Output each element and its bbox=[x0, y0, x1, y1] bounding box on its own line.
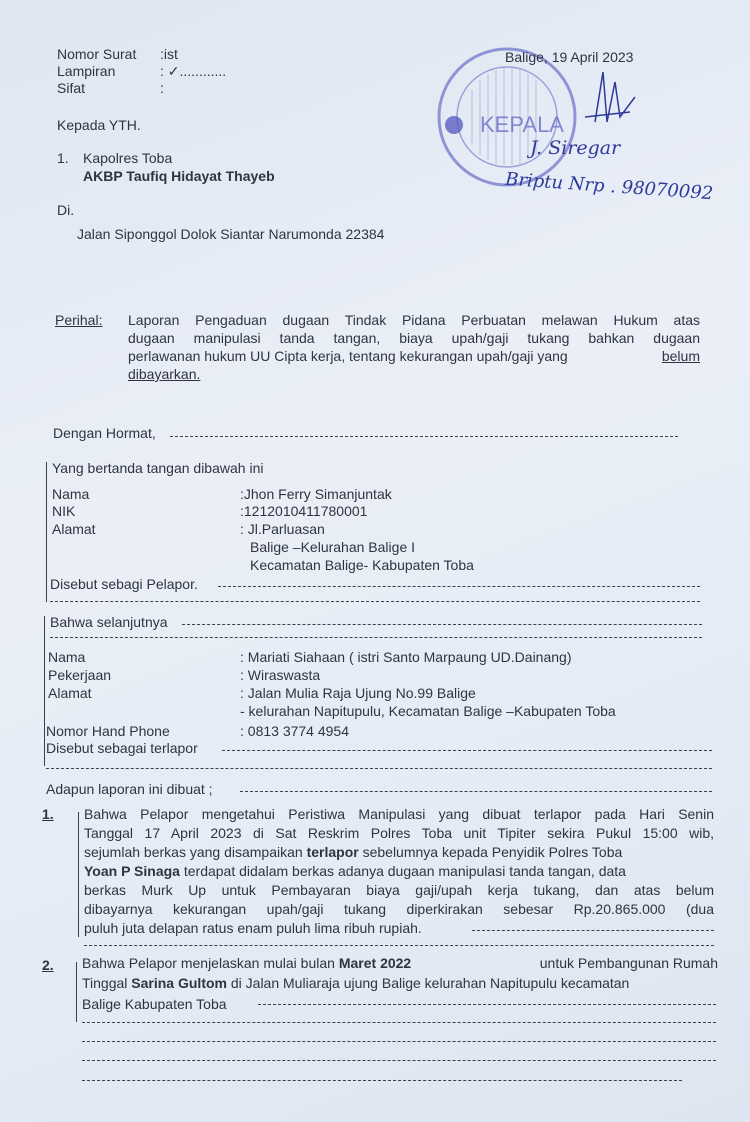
pelapor-label: NIK bbox=[52, 503, 76, 519]
terlapor-label: Alamat bbox=[48, 685, 92, 701]
pelapor-address-extra: Balige –Kelurahan Balige I bbox=[250, 539, 416, 555]
pelapor-intro: Yang bertanda tangan dibawah ini bbox=[52, 460, 264, 476]
dashed-line bbox=[46, 768, 712, 769]
text: untuk Pembangunan Rumah bbox=[539, 955, 718, 971]
dashed-line bbox=[82, 1080, 682, 1081]
perihal-line: Laporan Pengaduan dugaan Tindak Pidana Perbuatan melawan Hukum atas bbox=[128, 312, 700, 328]
greeting: Dengan Hormat, bbox=[53, 425, 156, 441]
item-line bbox=[84, 863, 714, 880]
item-number: 2. bbox=[42, 957, 54, 973]
margin-line bbox=[44, 616, 45, 766]
recipient-number: 1. bbox=[57, 150, 69, 166]
bold-text: Sarina Gultom bbox=[131, 975, 227, 991]
dashed-line bbox=[170, 436, 678, 437]
signature bbox=[575, 62, 645, 142]
dashed-line bbox=[258, 1004, 716, 1005]
kepada-yth: Kepada YTH. bbox=[57, 117, 141, 133]
pelapor-closing: Disebut sebagi Pelapor. bbox=[50, 576, 198, 592]
item-line: Tanggal 17 April 2023 di Sat Reskrim Polres Toba unit Tipiter sekira Pukul 15:00 wib, bbox=[84, 825, 714, 841]
lampiran-label: Lampiran bbox=[57, 63, 116, 79]
nomor-surat-value: :ist bbox=[160, 46, 178, 62]
item-line: dibayarnya kekurangan upah/gaji tukang diperkirakan sebesar Rp.20.865.000 (dua bbox=[84, 901, 714, 917]
bold-text: terlapor bbox=[306, 844, 359, 860]
place-date: Balige, 19 April 2023 bbox=[505, 49, 634, 65]
sifat-label: Sifat bbox=[57, 80, 86, 96]
terlapor-value: : Wiraswasta bbox=[240, 667, 321, 683]
dashed-line bbox=[50, 601, 700, 602]
terlapor-intro: Bahwa selanjutnya bbox=[50, 614, 168, 630]
margin-line bbox=[46, 462, 47, 602]
perihal-last-line: dibayarkan. bbox=[128, 366, 201, 382]
text: terdapat didalam berkas adanya dugaan manipulasi tanda tangan, data bbox=[179, 863, 626, 879]
pelapor-address-extra: Kecamatan Balige- Kabupaten Toba bbox=[250, 557, 474, 573]
di-label: Di. bbox=[57, 202, 75, 218]
bold-text: Maret 2022 bbox=[338, 955, 412, 971]
handwritten-name: J. Siregar bbox=[530, 137, 621, 159]
dashed-line bbox=[84, 945, 714, 946]
sifat-value: : bbox=[160, 80, 164, 96]
pelapor-value: :1212010411780001 bbox=[240, 503, 368, 519]
text: sebelumnya kepada Penyidik Polres Toba bbox=[358, 844, 623, 860]
nomor-surat-label: Nomor Surat bbox=[57, 46, 137, 62]
report-intro: Adapun laporan ini dibuat ; bbox=[46, 781, 213, 797]
terlapor-value: : Jalan Mulia Raja Ujung No.99 Balige bbox=[240, 685, 476, 701]
item-line: Balige Kabupaten Toba bbox=[82, 996, 227, 1012]
perihal-line: perlawanan hukum UU Cipta kerja, tentang kekurangan upah/gaji yang bbox=[128, 348, 568, 364]
item-line bbox=[82, 975, 718, 992]
terlapor-value: - kelurahan Napitupulu, Kecamatan Balige –Kabupaten Toba bbox=[240, 703, 616, 719]
dashed-line bbox=[82, 1022, 716, 1023]
perihal-line: dugaan manipulasi tanda tangan, biaya upah/gaji tukang bahkan dugaan bbox=[128, 330, 700, 346]
handwritten-rank-nrp: Briptu Nrp . 98070092 bbox=[504, 168, 714, 205]
dashed-line bbox=[240, 791, 712, 792]
text: Tinggal bbox=[82, 975, 132, 991]
pelapor-value: : Jl.Parluasan bbox=[240, 521, 325, 537]
bold-text: Yoan P Sinaga bbox=[84, 863, 180, 879]
margin-line bbox=[78, 812, 79, 937]
item-line bbox=[82, 955, 718, 972]
dashed-line bbox=[182, 624, 702, 625]
recipient-address: Jalan Siponggol Dolok Siantar Narumonda 22384 bbox=[77, 226, 385, 242]
dashed-line bbox=[472, 930, 714, 931]
recipient-title: Kapolres Toba bbox=[83, 150, 173, 166]
terlapor-closing: Disebut sebagai terlapor bbox=[46, 740, 198, 756]
terlapor-value: : Mariati Siahaan ( istri Santo Marpaung UD.Dainang) bbox=[240, 649, 572, 665]
dashed-line bbox=[222, 750, 712, 751]
text: di Jalan Muliaraja ujung Balige kelurahan Napitupulu kecamatan bbox=[226, 975, 630, 991]
perihal-label: Perihal: bbox=[55, 312, 103, 328]
dashed-line bbox=[82, 1060, 716, 1061]
item-line: puluh juta delapan ratus enam puluh lima ribuh rupiah. bbox=[84, 920, 422, 936]
margin-line bbox=[76, 962, 77, 1022]
pelapor-label: Nama bbox=[52, 486, 90, 502]
perihal-underlined: belum bbox=[661, 348, 700, 364]
text: Bahwa Pelapor menjelaskan mulai bulan bbox=[82, 955, 339, 971]
terlapor-label: Nama bbox=[48, 649, 86, 665]
pelapor-label: Alamat bbox=[52, 521, 96, 537]
item-number: 1. bbox=[42, 806, 54, 822]
pelapor-value: :Jhon Ferry Simanjuntak bbox=[240, 486, 392, 502]
terlapor-label: Nomor Hand Phone bbox=[46, 723, 170, 739]
dashed-line bbox=[50, 637, 702, 638]
stamp-text: KEPALA bbox=[480, 112, 564, 137]
item-line bbox=[84, 844, 714, 861]
lampiran-value: : ✓............ bbox=[160, 63, 227, 79]
recipient-name: AKBP Taufiq Hidayat Thayeb bbox=[83, 168, 275, 184]
terlapor-label: Pekerjaan bbox=[48, 667, 112, 683]
text: sejumlah berkas yang disampaikan bbox=[84, 844, 307, 860]
item-line: Bahwa Pelapor mengetahui Peristiwa Manipulasi yang dibuat terlapor pada Hari Senin bbox=[84, 806, 714, 822]
terlapor-value: : 0813 3774 4954 bbox=[240, 723, 349, 739]
item-line: berkas Murk Up untuk Pembayaran biaya gaji/upah kerja tukang, dan atas belum bbox=[84, 882, 714, 898]
dashed-line bbox=[82, 1041, 716, 1042]
dashed-line bbox=[218, 586, 700, 587]
perihal-line-3 bbox=[128, 348, 700, 365]
